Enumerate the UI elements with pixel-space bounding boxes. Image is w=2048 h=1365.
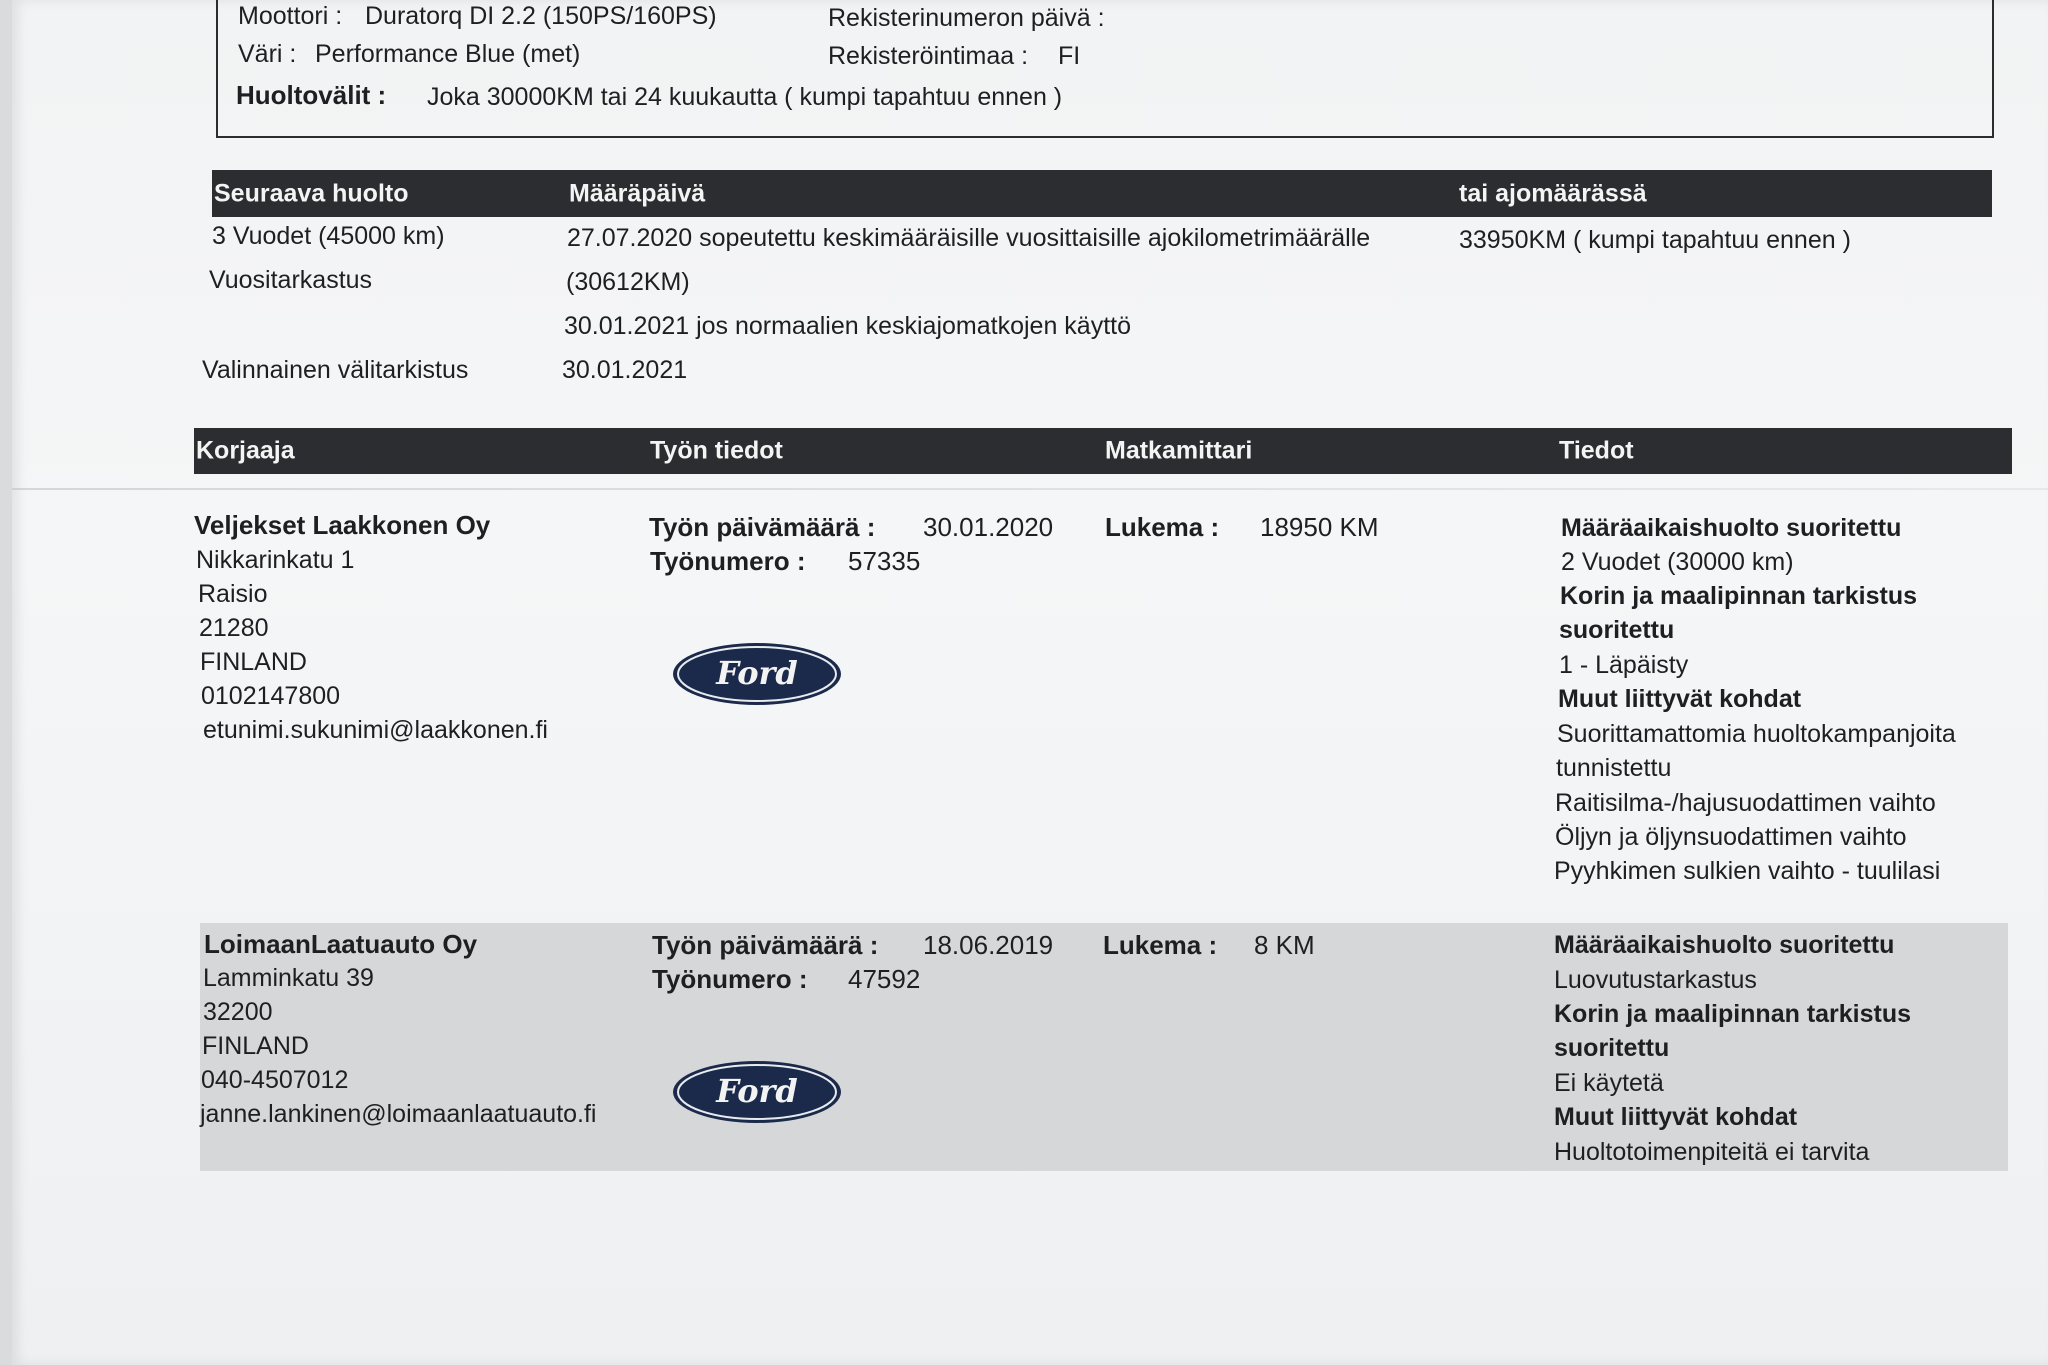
next-service-row1-date: 27.07.2020 sopeutettu keskimääräisille vuosittaisille ajokilometrimäärälle	[567, 224, 1371, 252]
color-label: Väri :	[238, 40, 297, 68]
repairer-email: janne.lankinen@loimaanlaatuauto.fi	[200, 1100, 597, 1128]
work-date-value: 18.06.2019	[923, 930, 1054, 960]
ford-logo	[672, 642, 842, 706]
detail-line: Muut liittyvät kohdat	[1554, 1103, 1798, 1131]
work-date-value: 30.01.2020	[923, 512, 1054, 542]
job-number-value: 57335	[848, 546, 921, 576]
repairer-address-line: Raisio	[198, 580, 268, 608]
next-service-row1-service: 3 Vuodet (45000 km)	[212, 222, 445, 250]
reg-country-label: Rekisteröintimaa :	[828, 42, 1029, 70]
detail-line: 2 Vuodet (30000 km)	[1561, 548, 1794, 576]
detail-line: suoritettu	[1559, 616, 1675, 644]
detail-line: 1 - Läpäisty	[1559, 651, 1689, 679]
next-service-row2-date: (30612KM)	[566, 268, 690, 296]
repairer-address-line: FINLAND	[200, 648, 307, 676]
header-due-date: Määräpäivä	[569, 179, 706, 207]
svg-text:Ford: Ford	[716, 1072, 798, 1110]
detail-line: Öljyn ja öljynsuodattimen vaihto	[1555, 823, 1907, 851]
detail-line: Korin ja maalipinnan tarkistus	[1560, 582, 1918, 610]
detail-line: Määräaikaishuolto suoritettu	[1561, 514, 1902, 542]
detail-line: Luovutustarkastus	[1554, 966, 1757, 994]
repairer-address-line: 21280	[199, 614, 269, 642]
interval-value: Joka 30000KM tai 24 kuukautta ( kumpi tapahtuu ennen )	[427, 83, 1063, 111]
next-service-row1-km: 33950KM ( kumpi tapahtuu ennen )	[1459, 226, 1851, 254]
detail-line: Pyyhkimen sulkien vaihto - tuulilasi	[1554, 857, 1941, 885]
repairer-name: LoimaanLaatuauto Oy	[204, 929, 478, 959]
next-service-row2-service: Vuositarkastus	[209, 266, 373, 294]
detail-line: Muut liittyvät kohdat	[1558, 685, 1802, 713]
repairer-name: Veljekset Laakkonen Oy	[194, 510, 491, 540]
ford-logo	[672, 1060, 842, 1124]
history-header	[194, 428, 2012, 474]
header-next-service: Seuraava huolto	[214, 179, 409, 207]
job-number-value: 47592	[848, 964, 921, 994]
header-details: Tiedot	[1559, 436, 1634, 465]
header-work-info: Työn tiedot	[650, 436, 783, 465]
job-number-label: Työnumero :	[650, 546, 806, 576]
repairer-phone: 040-4507012	[201, 1066, 349, 1094]
job-number-label: Työnumero :	[652, 964, 808, 994]
detail-line: Raitisilma-/hajusuodattimen vaihto	[1555, 789, 1936, 817]
detail-line: Määräaikaishuolto suoritettu	[1554, 931, 1895, 959]
repairer-phone: 0102147800	[201, 682, 341, 710]
odometer-value: 18950 KM	[1260, 512, 1379, 542]
next-service-row3-date: 30.01.2021 jos normaalien keskiajomatkojen käyttö	[564, 312, 1132, 340]
reg-country-value: FI	[1058, 42, 1081, 70]
engine-label: Moottori :	[238, 2, 343, 30]
reg-date-label: Rekisterinumeron päivä :	[828, 4, 1105, 32]
next-service-header	[212, 170, 1992, 217]
header-repairer: Korjaaja	[196, 436, 295, 465]
detail-line: Ei käytetä	[1554, 1069, 1664, 1097]
next-service-row4-date: 30.01.2021	[562, 356, 688, 384]
repairer-email: etunimi.sukunimi@laakkonen.fi	[203, 716, 548, 744]
interval-label: Huoltovälit :	[236, 80, 387, 110]
odometer-label: Lukema :	[1105, 512, 1220, 542]
header-mileage: tai ajomäärässä	[1459, 179, 1647, 207]
detail-line: Korin ja maalipinnan tarkistus	[1554, 1000, 1912, 1028]
repairer-address-line: 32200	[203, 998, 273, 1026]
detail-line: tunnistettu	[1556, 754, 1672, 782]
svg-text:Ford: Ford	[716, 654, 798, 692]
paper-fold-line	[12, 488, 2048, 490]
detail-line: suoritettu	[1554, 1034, 1670, 1062]
work-date-label: Työn päivämäärä :	[652, 930, 879, 960]
color-value: Performance Blue (met)	[315, 40, 581, 68]
repairer-address-line: FINLAND	[202, 1032, 309, 1060]
next-service-row4-service: Valinnainen välitarkistus	[202, 356, 469, 384]
engine-value: Duratorq DI 2.2 (150PS/160PS)	[365, 2, 717, 30]
detail-line: Huoltotoimenpiteitä ei tarvita	[1554, 1138, 1870, 1166]
odometer-label: Lukema :	[1103, 930, 1218, 960]
odometer-value: 8 KM	[1254, 930, 1315, 960]
repairer-address-line: Lamminkatu 39	[203, 964, 374, 992]
detail-line: Suorittamattomia huoltokampanjoita	[1557, 720, 1956, 748]
work-date-label: Työn päivämäärä :	[649, 512, 876, 542]
header-odometer: Matkamittari	[1105, 436, 1253, 465]
repairer-address-line: Nikkarinkatu 1	[196, 546, 355, 574]
